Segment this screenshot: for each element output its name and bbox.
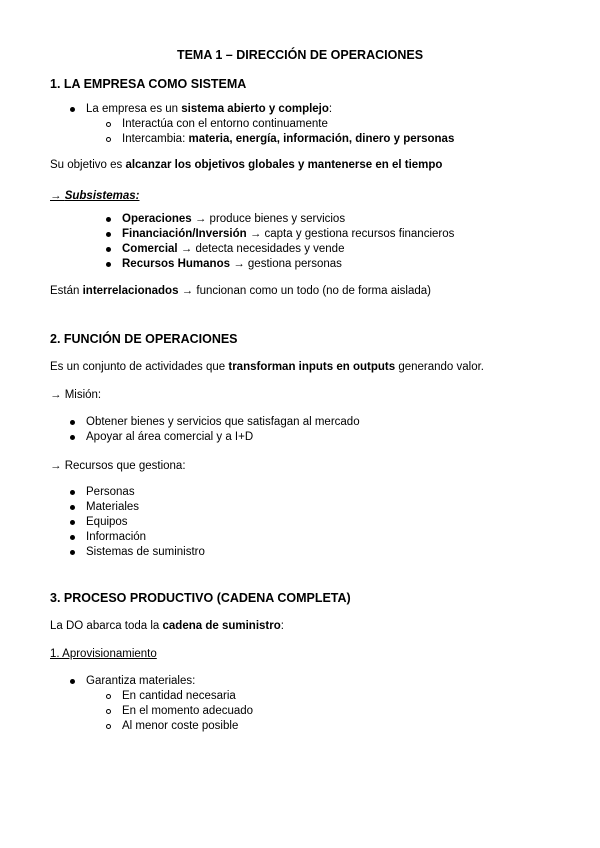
bullet-icon bbox=[70, 505, 75, 510]
list-item: Apoyar al área comercial y a I+D bbox=[86, 431, 254, 443]
section-1-heading: 1. LA EMPRESA COMO SISTEMA bbox=[50, 77, 247, 91]
text-span: Su objetivo es bbox=[50, 159, 126, 171]
bold-span: Recursos Humanos bbox=[122, 258, 231, 270]
sub-list-item bbox=[122, 132, 454, 147]
text-span: generando valor. bbox=[395, 361, 484, 373]
bold-span: cadena de suministro bbox=[162, 620, 281, 632]
definition-paragraph bbox=[50, 360, 484, 375]
text-span: Intercambia: bbox=[122, 133, 189, 145]
bold-span: Comercial bbox=[122, 243, 178, 255]
bold-italic-span: Subsistemas: bbox=[64, 190, 140, 202]
list-item: Obtener bienes y servicios que satisfagan al mercado bbox=[86, 416, 360, 428]
sub-list-item: Interactúa con el entorno continuamente bbox=[122, 118, 328, 130]
bullet-icon bbox=[70, 490, 75, 495]
aprovisionamiento-subheading: 1. Aprovisionamiento bbox=[50, 648, 157, 660]
bullet-icon bbox=[106, 262, 111, 267]
bullet-icon bbox=[70, 679, 75, 684]
recursos-label: → Recursos que gestiona: bbox=[50, 460, 186, 472]
text-span: → capta y gestiona recursos financieros bbox=[246, 228, 455, 240]
document-title: TEMA 1 – DIRECCIÓN DE OPERACIONES bbox=[176, 48, 424, 62]
bold-span: sistema abierto y complejo bbox=[181, 103, 329, 115]
sub-list-item: En cantidad necesaria bbox=[122, 690, 236, 702]
text-span: → gestiona personas bbox=[230, 258, 342, 270]
bold-span: Operaciones bbox=[122, 213, 192, 225]
text-span: → produce bienes y servicios bbox=[191, 213, 346, 225]
sub-list-item: En el momento adecuado bbox=[122, 705, 254, 717]
list-item: Información bbox=[86, 531, 147, 543]
sub-bullet-icon bbox=[106, 694, 111, 699]
mision-label: → Misión: bbox=[50, 389, 102, 401]
list-item bbox=[122, 227, 454, 242]
bullet-icon bbox=[70, 550, 75, 555]
list-item bbox=[122, 212, 345, 227]
sub-bullet-icon bbox=[106, 122, 111, 127]
text-span: Es un conjunto de actividades que bbox=[50, 361, 229, 373]
text-span: → detecta necesidades y vende bbox=[177, 243, 345, 255]
list-item: Garantiza materiales: bbox=[86, 675, 196, 687]
bullet-icon bbox=[70, 107, 75, 112]
list-item bbox=[86, 102, 332, 117]
bold-span: interrelacionados bbox=[82, 285, 179, 297]
text-span: La empresa es un bbox=[86, 103, 182, 115]
bullet-icon bbox=[106, 232, 111, 237]
section-3-heading: 3. PROCESO PRODUCTIVO (CADENA COMPLETA) bbox=[50, 591, 351, 605]
bullet-icon bbox=[70, 435, 75, 440]
list-item: Materiales bbox=[86, 501, 140, 513]
subsistemas-label bbox=[50, 189, 139, 204]
bullet-icon bbox=[70, 520, 75, 525]
sub-bullet-icon bbox=[106, 709, 111, 714]
section-2-heading: 2. FUNCIÓN DE OPERACIONES bbox=[50, 332, 238, 346]
interrelation-paragraph bbox=[50, 284, 431, 299]
list-item: Personas bbox=[86, 486, 135, 498]
sub-bullet-icon bbox=[106, 724, 111, 729]
do-paragraph bbox=[50, 619, 284, 634]
objective-paragraph bbox=[50, 158, 442, 173]
text-span: : bbox=[328, 103, 333, 115]
bullet-icon bbox=[70, 420, 75, 425]
list-item bbox=[122, 257, 342, 272]
bullet-icon bbox=[106, 247, 111, 252]
bold-span: transforman inputs en outputs bbox=[228, 361, 396, 373]
list-item bbox=[122, 242, 344, 257]
bullet-icon bbox=[70, 535, 75, 540]
bold-span: alcanzar los objetivos globales y mantenerse en el tiempo bbox=[125, 159, 443, 171]
bullet-icon bbox=[106, 217, 111, 222]
bold-span: materia, energía, información, dinero y personas bbox=[188, 133, 455, 145]
text-span: → funcionan como un todo (no de forma aislada) bbox=[178, 285, 431, 297]
text-span: La DO abarca toda la bbox=[50, 620, 163, 632]
text-span: Están bbox=[50, 285, 83, 297]
arrow-span: → bbox=[50, 190, 65, 202]
text-span: : bbox=[280, 620, 284, 632]
list-item: Sistemas de suministro bbox=[86, 546, 205, 558]
list-item: Equipos bbox=[86, 516, 128, 528]
sub-list-item: Al menor coste posible bbox=[122, 720, 239, 732]
sub-bullet-icon bbox=[106, 137, 111, 142]
bold-span: Financiación/Inversión bbox=[122, 228, 247, 240]
